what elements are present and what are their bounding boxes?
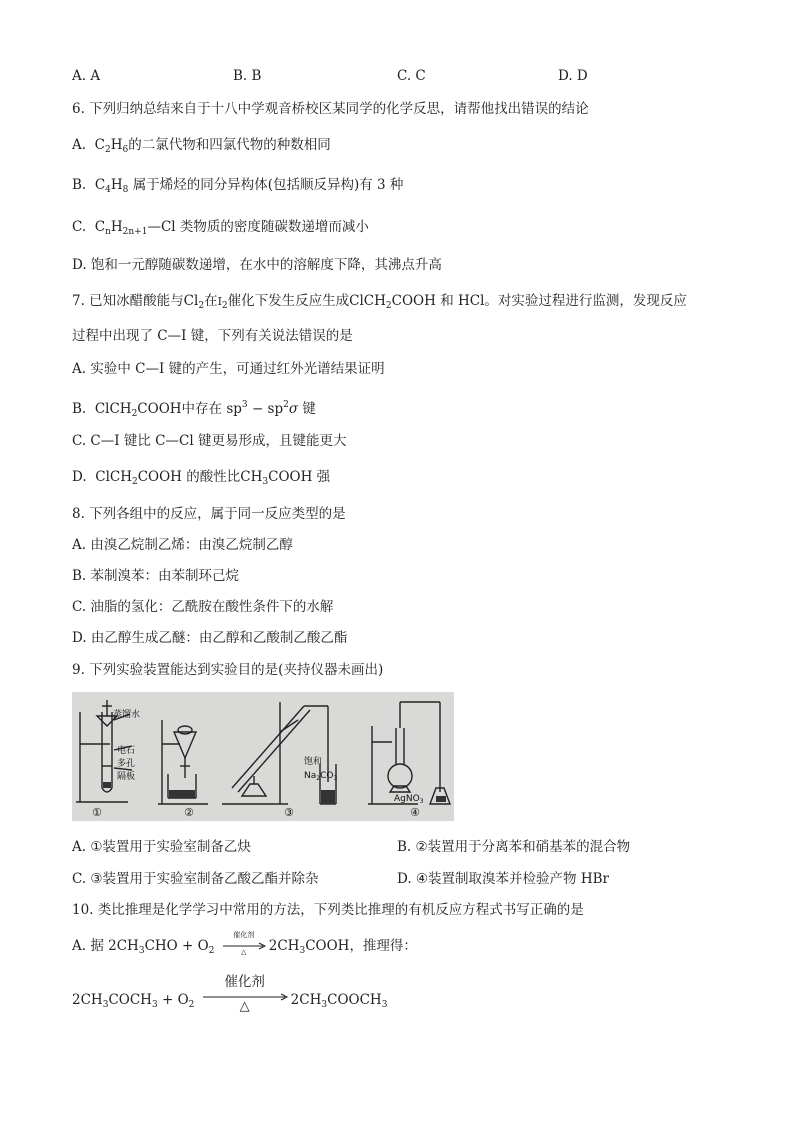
label-saturated: 饱和 — [304, 757, 323, 767]
q8-option-b: B. 苯制溴苯：由苯制环己烷 — [72, 568, 240, 584]
q8-option-d: D. 由乙醇生成乙醚：由乙醇和乙酸制乙酸乙酯 — [72, 630, 348, 646]
label-n2: ② — [184, 806, 194, 819]
q7-option-d: D. ClCH$_2$COOH 的酸性比$CH_3COOH$ 强 — [72, 469, 331, 487]
label-n3: ③ — [284, 806, 294, 819]
q5-option-c: C. C — [397, 68, 426, 84]
q8-option-c: C. 油脂的氢化：乙酰胺在酸性条件下的水解 — [72, 599, 334, 615]
label-na2co3: $Na_2CO_3$ — [304, 771, 338, 782]
q7-option-a: A. 实验中 C—I 键的产生，可通过红外光谱结果证明 — [72, 361, 385, 377]
q7-option-b: B. ClCH$_2$COOH中存在 $sp^3 - sp^2\sigma$ 键 — [72, 400, 316, 419]
q5-option-b: B. B — [233, 68, 262, 84]
q9-option-a: A. ①装置用于实验室制备乙炔 — [72, 839, 251, 855]
q9-option-d: D. ④装置制取溴苯并检验产物 HBr — [397, 871, 609, 887]
q5-option-d: D. D — [558, 68, 588, 84]
q8-option-a: A. 由溴乙烷制乙烯：由溴乙烷制乙醇 — [72, 537, 293, 553]
label-agno3: AgNO$_3$ — [394, 794, 424, 805]
q6-option-d: D. 饱和一元醇随碳数递增，在水中的溶解度下降，其沸点升高 — [72, 257, 442, 273]
q7-stem-line2: 过程中出现了 C—I 键，下列有关说法错误的是 — [72, 328, 353, 344]
apparatus-figure — [72, 692, 454, 821]
q8-stem: 8. 下列各组中的反应，属于同一反应类型的是 — [72, 506, 346, 522]
q6-option-b: B. $C_4H_8$ 属于烯烃的同分异构体(包括顺反异构)有 3 种 — [72, 177, 404, 195]
small-arrow: 催化剂 △ — [221, 937, 267, 953]
label-plate: 隔板 — [117, 772, 136, 782]
q10-equation-2: $2CH_3COCH_3 + O_2$ 催化剂 △ $2CH_3COOCH_3$ — [72, 974, 388, 1014]
q9-option-b: B. ②装置用于分离苯和硝基苯的混合物 — [397, 839, 631, 855]
q7-option-c: C. C—I 键比 C—Cl 键更易形成，且键能更大 — [72, 433, 347, 449]
q7-stem-line1: 7. 已知冰醋酸能与$Cl_2$在$I_2$催化下发生反应生成ClCH$_2$COOH 和 HCl。对实验过程进行监测，发现反应 — [72, 293, 687, 311]
q10-stem: 10. 类比推理是化学学习中常用的方法，下列类比推理的有机反应方程式书写正确的是 — [72, 902, 584, 918]
q9-stem: 9. 下列实验装置能达到实验目的是(夹持仪器未画出) — [72, 662, 384, 678]
label-n4: ④ — [410, 806, 420, 819]
label-porous: 多孔 — [117, 759, 136, 769]
q6-option-a: A. $C_2H_6$的二氯代物和四氯代物的种数相同 — [72, 137, 331, 155]
q6-stem: 6. 下列归纳总结来自于十八中学观音桥校区某同学的化学反思，请帮他找出错误的结论 — [72, 101, 589, 117]
q10-option-a-line1: A. 据 $2CH_3CHO + O_2$ 催化剂 △ $2CH_3COOH$，推理得： — [72, 931, 417, 956]
apparatus-drawing — [72, 692, 454, 821]
q9-option-c: C. ③装置用于实验室制备乙酸乙酯并除杂 — [72, 871, 319, 887]
big-arrow: 催化剂 △ — [201, 988, 289, 1006]
q6-option-c: C. $C_nH_{2n+1}—Cl$ 类物质的密度随碳数递增而减小 — [72, 219, 369, 237]
label-stone: 电石 — [117, 746, 136, 756]
q5-option-a: A. A — [72, 68, 101, 84]
label-water: 蒸馏水 — [113, 710, 141, 720]
label-n1: ① — [92, 806, 102, 819]
